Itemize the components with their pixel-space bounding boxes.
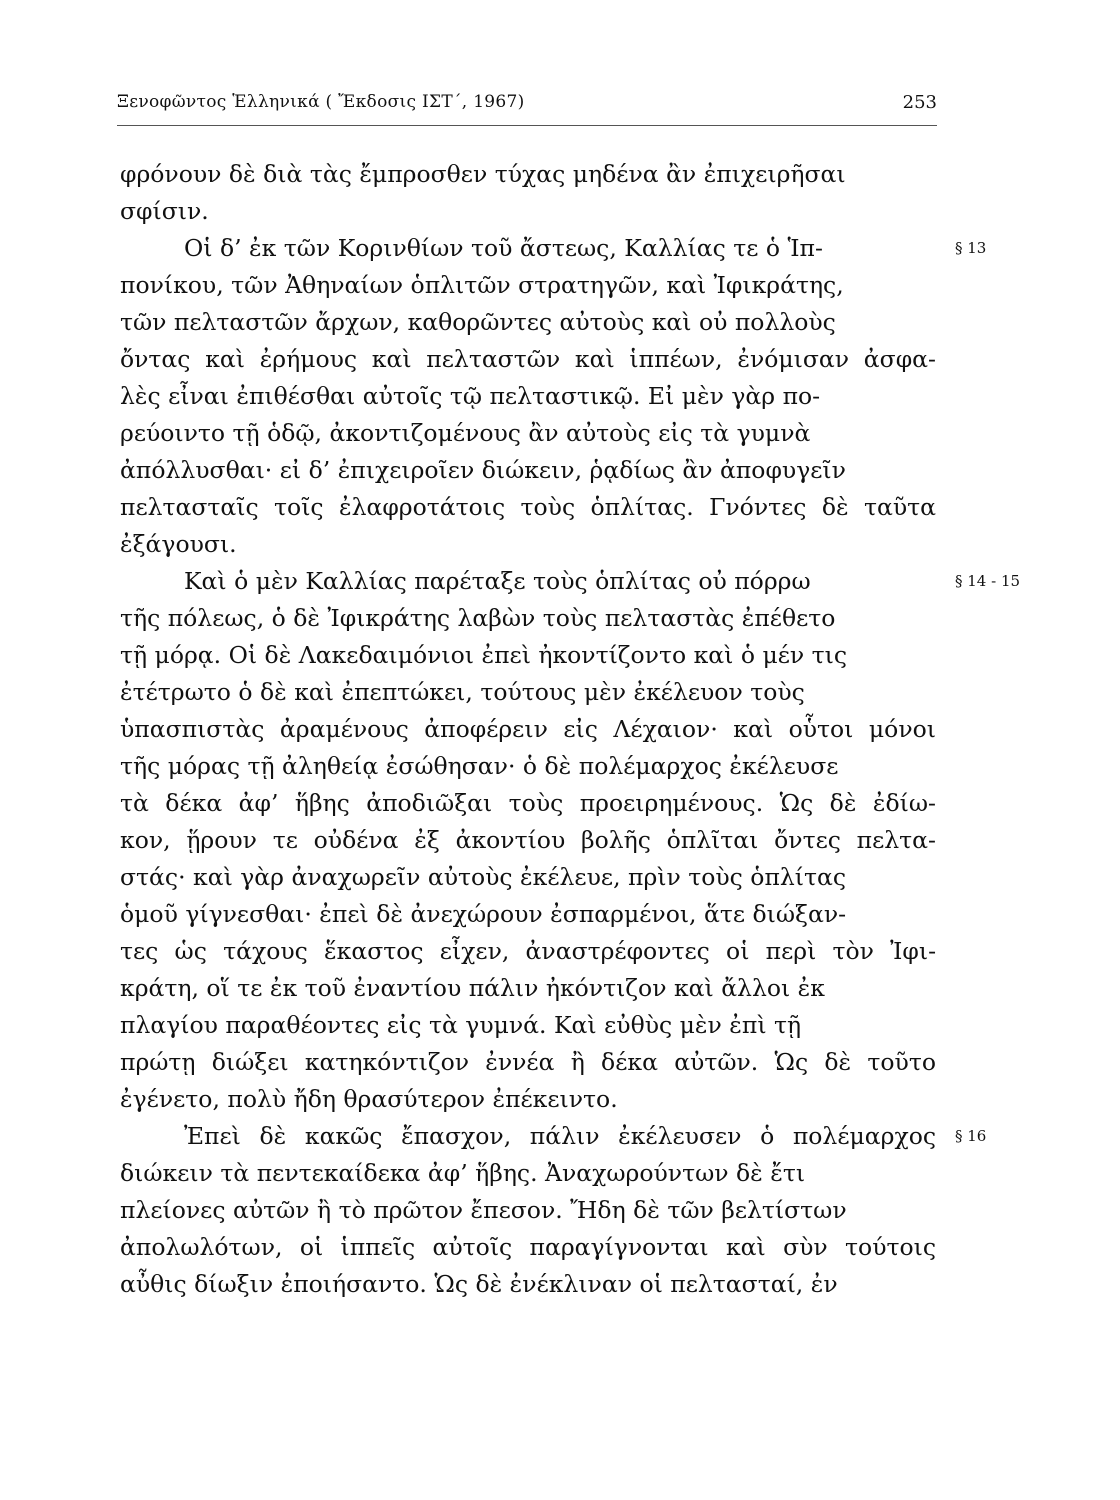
text-line: [120, 230, 987, 267]
line-text: τῆς πόλεως, ὁ δὲ Ἰφικράτης λαβὼν τοὺς πελταστὰς ἐπέθετο: [120, 604, 836, 632]
line-text: πρώτῃ διώξει κατηκόντιζον ἐννέα ἢ δέκα αὐτῶν. Ὡς δὲ τοῦτο: [120, 1048, 936, 1076]
text-line: [120, 415, 940, 452]
line-text: ρεύοιντο τῇ ὁδῷ, ἀκοντιζομένους ἂν αὐτοὺς εἰς τὰ γυμνὰ: [120, 419, 811, 447]
text-line: [120, 822, 940, 859]
text-line: [120, 1081, 940, 1118]
line-text: αὖθις δίωξιν ἐποιήσαντο. Ὡς δὲ ἐνέκλιναν οἱ πελτασταί, ἐν: [120, 1270, 838, 1298]
running-header: [117, 82, 937, 130]
text-line: [120, 1192, 940, 1229]
line-text: πελτασταῖς τοῖς ἐλαφροτάτοις τοὺς ὁπλίτας. Γνόντες δὲ ταῦτα: [120, 493, 936, 521]
line-text: πλείονες αὐτῶν ἢ τὸ πρῶτον ἔπεσον. Ἤδη δὲ τῶν βελτίστων: [120, 1196, 847, 1224]
text-line: [120, 193, 940, 230]
line-text: ἐτέτρωτο ὁ δὲ καὶ ἐπεπτώκει, τούτους μὲν ἐκέλευον τοὺς: [120, 678, 805, 706]
page-number: 253: [902, 92, 937, 113]
line-text: στάς· καὶ γὰρ ἀναχωρεῖν αὐτοὺς ἐκέλευε, πρὶν τοὺς ὁπλίτας: [120, 863, 847, 891]
text-line: [120, 748, 940, 785]
text-line: [120, 711, 940, 748]
text-line: [120, 526, 940, 563]
line-text: τες ὡς τάχους ἕκαστος εἶχεν, ἀναστρέφοντες οἱ περὶ τὸν Ἰφι-: [120, 937, 937, 965]
text-line: [120, 1266, 940, 1303]
text-line: [120, 156, 940, 193]
text-line: [120, 341, 940, 378]
line-text: διώκειν τὰ πεντεκαίδεκα ἀφ’ ἥβης. Ἀναχωρούντων δὲ ἔτι: [120, 1159, 806, 1187]
line-text: λὲς εἶναι ἐπιθέσθαι αὐτοῖς τῷ πελταστικῷ. Εἰ μὲν γὰρ πο-: [120, 382, 821, 410]
line-text: Καὶ ὁ μὲν Καλλίας παρέταξε τοὺς ὁπλίτας οὐ πόρρω: [184, 567, 811, 595]
text-line: [120, 378, 940, 415]
text-line: [120, 489, 940, 526]
text-line: [120, 1007, 940, 1044]
text-line: [120, 859, 940, 896]
line-text: ὁμοῦ γίγνεσθαι· ἐπεὶ δὲ ἀνεχώρουν ἐσπαρμένοι, ἅτε διώξαν-: [120, 900, 847, 928]
text-line: [120, 600, 940, 637]
text-line: [120, 637, 940, 674]
line-text: ἀπόλλυσθαι· εἰ δ’ ἐπιχειροῖεν διώκειν, ῥᾳδίως ἂν ἀποφυγεῖν: [120, 456, 846, 484]
text-line: [120, 896, 940, 933]
section-marker: § 14 - 15: [955, 572, 1021, 590]
line-text: πλαγίου παραθέοντες εἰς τὰ γυμνά. Καὶ εὐθὺς μὲν ἐπὶ τῇ: [120, 1011, 802, 1039]
text-line: [120, 452, 940, 489]
header-title: Ξενοφῶντος Ἑλληνικά ( Ἔκδοσις ΙΣΤ΄, 1967): [117, 92, 525, 112]
line-text: κράτη, οἵ τε ἐκ τοῦ ἐναντίου πάλιν ἠκόντιζον καὶ ἄλλοι ἐκ: [120, 974, 825, 1002]
text-line: [120, 785, 940, 822]
text-line: [120, 267, 940, 304]
text-line: [120, 1155, 940, 1192]
text-line: [120, 970, 940, 1007]
line-text: ἐξάγουσι.: [120, 530, 237, 558]
text-line: [120, 674, 940, 711]
text-line: [120, 1044, 940, 1081]
line-text: ἐγένετο, πολὺ ἤδη θρασύτερον ἐπέκειντο.: [120, 1085, 618, 1113]
line-text: ὄντας καὶ ἐρήμους καὶ πελταστῶν καὶ ἱππέων, ἐνόμισαν ἀσφα-: [120, 345, 936, 373]
text-line: [120, 933, 940, 970]
line-text: φρόνουν δὲ διὰ τὰς ἔμπροσθεν τύχας μηδένα ἂν ἐπιχειρῆσαι: [120, 160, 846, 188]
line-text: τῆς μόρας τῇ ἀληθείᾳ ἐσώθησαν· ὁ δὲ πολέμαρχος ἐκέλευσε: [120, 752, 839, 780]
text-line: [120, 1118, 987, 1155]
section-marker: § 16: [955, 1127, 987, 1145]
text-line: [120, 563, 1021, 600]
text-line: [120, 304, 940, 341]
line-text: κον, ᾕρουν τε οὐδένα ἐξ ἀκοντίου βολῆς ὁπλῖται ὄντες πελτα-: [120, 826, 936, 854]
line-text: σφίσιν.: [120, 197, 209, 225]
line-text: ὑπασπιστὰς ἀραμένους ἀποφέρειν εἰς Λέχαιον· καὶ οὗτοι μόνοι: [120, 715, 936, 743]
body-text: [120, 156, 1021, 1303]
section-marker: § 13: [955, 239, 987, 257]
line-text: τῇ μόρᾳ. Οἱ δὲ Λακεδαιμόνιοι ἐπεὶ ἠκοντίζοντο καὶ ὁ μέν τις: [120, 641, 848, 669]
line-text: τὰ δέκα ἀφ’ ἥβης ἀποδιῶξαι τοὺς προειρημένους. Ὡς δὲ ἐδίω-: [120, 789, 936, 817]
line-text: ἀπολωλότων, οἱ ἱππεῖς αὐτοῖς παραγίγνονται καὶ σὺν τούτοις: [120, 1233, 937, 1261]
line-text: τῶν πελταστῶν ἄρχων, καθορῶντες αὐτοὺς καὶ οὐ πολλοὺς: [120, 308, 836, 336]
line-text: Ἐπεὶ δὲ κακῶς ἔπασχον, πάλιν ἐκέλευσεν ὁ πολέμαρχος: [184, 1122, 937, 1150]
header-rule: [117, 125, 937, 126]
line-text: Οἱ δ’ ἐκ τῶν Κορινθίων τοῦ ἄστεως, Καλλίας τε ὁ Ἱπ-: [184, 234, 823, 262]
text-line: [120, 1229, 940, 1266]
line-text: πονίκου, τῶν Ἀθηναίων ὁπλιτῶν στρατηγῶν, καὶ Ἰφικράτης,: [120, 271, 844, 299]
